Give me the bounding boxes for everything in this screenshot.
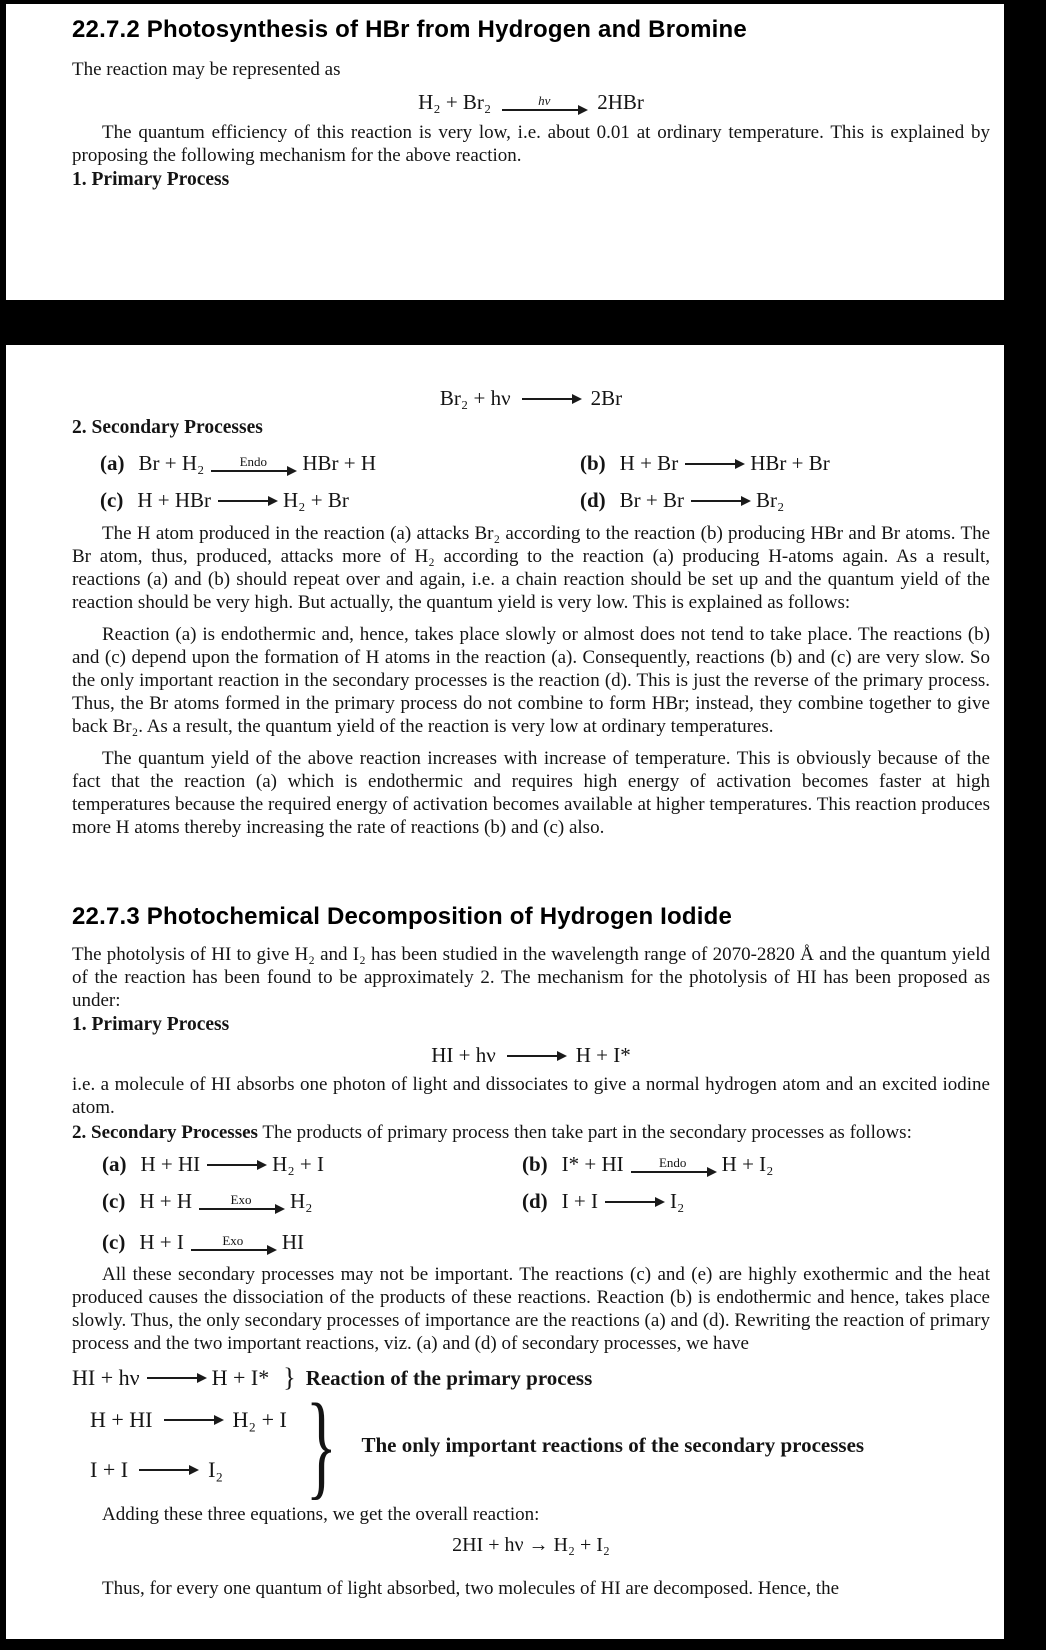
eq-lhs: Br + H₂ <box>138 451 205 475</box>
secondary-processes-text: The products of primary process then take part in the secondary processes as follows: <box>257 1122 912 1143</box>
eq-lhs: I + I <box>561 1189 599 1213</box>
eq-rhs: I₂ <box>208 1457 224 1483</box>
reaction-arrow-icon <box>164 1419 222 1421</box>
reaction-arrow-endo-icon <box>211 455 295 472</box>
eq-lhs: H + HI <box>140 1152 201 1176</box>
reaction-tag: (d) <box>580 488 606 512</box>
reaction-row-ab <box>72 1152 990 1177</box>
eq-lhs: Br + Br <box>619 488 685 512</box>
eq-lhs: I* + HI <box>561 1152 624 1176</box>
reaction-arrow-icon <box>507 1055 565 1057</box>
scan-border-top <box>0 0 1046 4</box>
reaction-tag: (c) <box>102 1230 126 1254</box>
secondary-processes-caption: The only important reactions of the secondary processes <box>361 1432 865 1457</box>
primary-process-label: 1. Primary Process <box>72 169 230 190</box>
paragraph-secondary-processes <box>72 1121 990 1144</box>
eq-lhs: H + I <box>139 1230 184 1254</box>
paragraph-chain-mechanism: The H atom produced in the reaction (a) attacks Br₂ according to the reaction (b) producing HBr and Br atoms. The Br atom, thus, produced, attacks more of H₂ according to the reaction (a) producing H-atoms again. As a result, reactions (a) and (b) should repeat over and again, i.e. a chain reaction should be set up and the quantum yield of the reaction should be very high. But actually, the quantum yield is very low. This is explained as follows: <box>72 523 990 613</box>
reaction-tag: (d) <box>522 1189 548 1213</box>
reaction-a <box>102 1152 522 1177</box>
paragraph-ie-note: i.e. a molecule of HI absorbs one photon of light and dissociates to give a normal hydrogen atom and an excited iodine atom. <box>72 1074 990 1118</box>
arrow-label-exo: Exo <box>230 1192 252 1207</box>
secondary-processes-label: 2. Secondary Processes <box>72 417 263 438</box>
equation-br2-2br <box>72 386 990 411</box>
reaction-tag: (c) <box>100 488 124 512</box>
reaction-row-cd <box>72 1189 990 1214</box>
reaction-arrow-endo-icon <box>631 1156 715 1173</box>
eq-lhs: H + H <box>139 1189 192 1213</box>
eq-rhs: H + I* <box>211 1365 270 1390</box>
section-2273 <box>72 903 990 1600</box>
reaction-a <box>100 451 580 476</box>
scan-border-bottom <box>0 1639 1046 1650</box>
paragraph-secondary-importance: All these secondary processes may not be important. The reactions (c) and (e) are highly exothermic and the heat produced causes the dissociation of the products of these reactions. Reaction (b) is endothermic and hence, takes place slowly. Thus, the only secondary processes of importance are the reactions (a) and (d). Rewriting the reaction of primary process and the two important reactions, viz. (a) and (d) of secondary processes, we have <box>72 1264 990 1354</box>
equation-overall: 2HI + hν → H₂ + I₂ <box>452 1534 610 1557</box>
reaction-e <box>102 1230 522 1255</box>
paragraph-adding-equations: Adding these three equations, we get the overall reaction: <box>102 1504 540 1526</box>
reaction-arrow-icon <box>691 500 749 502</box>
paragraph-photolysis-intro: The photolysis of HI to give H₂ and I₂ has been studied in the wavelength range of 2070-2820 Å and the quantum yield of the reaction has been found to be approximately 2. The mechanism for the photolysis of HI has been proposed as under: <box>72 944 990 1011</box>
paragraph-quantum-efficiency: The quantum efficiency of this reaction is very low, i.e. about 0.01 at ordinary temperature. This is explained by proposing the following mechanism for the above reaction. <box>72 122 990 166</box>
arrow-label-endo: Endo <box>658 1155 687 1170</box>
equation-i-i <box>86 1457 291 1483</box>
reaction-b <box>580 451 830 476</box>
reaction-c <box>102 1189 522 1214</box>
eq-rhs: H₂ + I <box>232 1407 287 1433</box>
reaction-arrow-icon <box>207 1164 265 1166</box>
section-2272-bottom <box>72 386 990 839</box>
eq-lhs: H₂ + Br₂ <box>418 90 492 114</box>
reaction-arrow-icon <box>139 1469 197 1471</box>
eq-lhs: Br₂ + hν <box>439 386 511 410</box>
eq-lhs: HI + hν <box>431 1043 496 1067</box>
arrow-label-endo: Endo <box>239 454 268 469</box>
arrow-label-hv: hν <box>538 93 551 108</box>
arrow-label-exo: Exo <box>222 1233 244 1248</box>
eq-rhs: H₂ <box>290 1189 313 1213</box>
equation-h2-br2-hbr <box>72 90 990 115</box>
eq-rhs: I₂ <box>670 1189 685 1213</box>
eq-rhs: HI <box>281 1230 304 1254</box>
reaction-arrow-icon <box>605 1201 663 1203</box>
eq-rhs: 2Br <box>590 386 623 410</box>
eq-lhs: H + HBr <box>137 488 211 512</box>
eq-rhs: Br₂ <box>756 488 785 512</box>
reaction-row-e <box>72 1230 990 1255</box>
eq-rhs: H + I₂ <box>721 1152 774 1176</box>
reaction-tag: (b) <box>522 1152 548 1176</box>
eq-lhs: I + I <box>90 1457 129 1483</box>
equation-hi-photolysis <box>72 1043 990 1068</box>
reaction-arrow-icon <box>522 398 580 400</box>
reaction-arrow-icon <box>218 500 276 502</box>
reaction-arrow-icon <box>685 463 743 465</box>
reaction-arrow-hv-icon <box>502 94 586 111</box>
summary-primary-line <box>72 1363 990 1393</box>
section-2272-top <box>72 16 990 193</box>
reaction-arrow-exo-icon <box>199 1193 283 1210</box>
scan-border-left <box>0 0 6 1650</box>
reaction-row-cd <box>72 488 990 513</box>
primary-process-caption: Reaction of the primary process <box>305 1365 593 1390</box>
section-heading-2273: 22.7.3 Photochemical Decomposition of Hydrogen Iodide <box>72 903 733 930</box>
scan-border-right <box>1004 0 1046 1650</box>
reaction-arrow-exo-icon <box>191 1234 275 1251</box>
eq-lhs: HI + hν <box>72 1365 140 1390</box>
primary-process-label: 1. Primary Process <box>72 1014 230 1035</box>
summary-equations <box>86 1407 291 1483</box>
large-brace: } <box>305 1379 337 1510</box>
eq-rhs: HBr + H <box>302 451 377 475</box>
reaction-b <box>522 1152 774 1177</box>
small-brace: } <box>283 1363 296 1392</box>
section-heading-2272: 22.7.2 Photosynthesis of HBr from Hydrogen and Bromine <box>72 16 747 43</box>
reaction-d <box>522 1189 684 1214</box>
eq-rhs: H₂ + Br <box>283 488 349 512</box>
eq-rhs: HBr + Br <box>750 451 830 475</box>
eq-lhs: H + HI <box>90 1407 153 1433</box>
eq-rhs: H₂ + I <box>272 1152 324 1176</box>
reaction-d <box>580 488 784 513</box>
paragraph-endothermic-explanation: Reaction (a) is endothermic and, hence, takes place slowly or almost does not tend to take place. The reactions (b) and (c) depend upon the formation of H atoms in the reaction (a). Consequently, reactions (b) and (c) are very slow. So the only important reaction in the secondary processes is the reaction (d). This is just the reverse of the primary process. Thus, the Br atoms formed in the primary process do not combine to form HBr; instead, they combine together to give back Br₂. As a result, the quantum yield of the reaction is very low at ordinary temperatures. <box>72 624 990 737</box>
intro-line: The reaction may be represented as <box>72 59 341 80</box>
equation-h-hi <box>86 1407 291 1433</box>
reaction-tag: (a) <box>102 1152 127 1176</box>
paragraph-temperature-effect: The quantum yield of the above reaction increases with increase of temperature. This is obviously because of the fact that the reaction (a) which is endothermic and requires high energy of activation becomes faster at high temperatures because the required energy of activation becomes available at higher temperatures. This reaction produces more H atoms thereby increasing the rate of reactions (b) and (c) also. <box>72 748 990 838</box>
reaction-tag: (a) <box>100 451 125 475</box>
reaction-row-ab <box>72 451 990 476</box>
eq-rhs: H + I* <box>575 1043 631 1067</box>
paragraph-final: Thus, for every one quantum of light absorbed, two molecules of HI are decomposed. Hence, the <box>102 1578 840 1600</box>
eq-lhs: H + Br <box>619 451 679 475</box>
reaction-c <box>100 488 580 513</box>
secondary-processes-label: 2. Secondary Processes <box>72 1122 258 1143</box>
reaction-tag: (c) <box>102 1189 126 1213</box>
scan-page-break-band <box>0 300 1046 345</box>
summary-secondary-group <box>72 1379 990 1510</box>
eq-rhs: 2HBr <box>597 90 644 114</box>
reaction-arrow-icon <box>147 1377 205 1379</box>
reaction-tag: (b) <box>580 451 606 475</box>
